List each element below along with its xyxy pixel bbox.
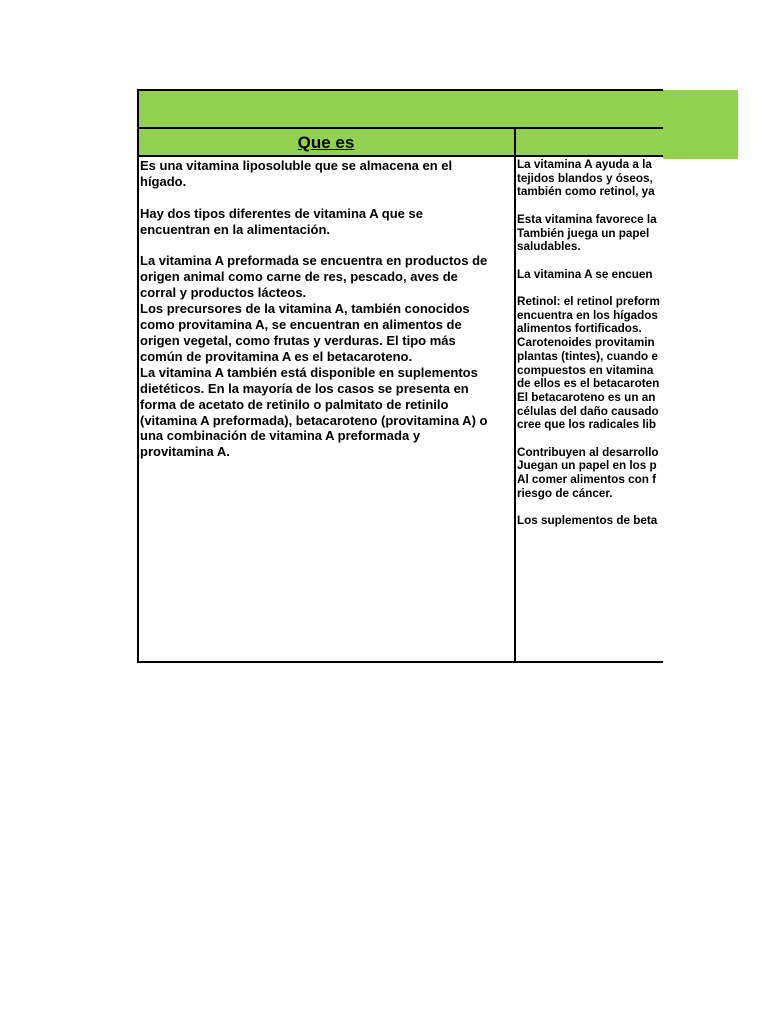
cell-second-column-description[interactable]: La vitamina A ayuda a la tejidos blandos y óseos, también como retinol, ya Esta vitamina favorece la También juega un papel saludables. La vitamina A se encuen Retinol: el retinol preform encuentra en los hígados alimentos fortificados. Carotenoides provitamin plantas (tintes), cuando e compuestos en vitamina de ellos es el betacaroten El betacaroteno es un an células del daño causado cree que los radicales lib Contribuyen al desarrollo Juegan un papel en los p Al comer alimentos con f riesgo de cáncer. Los suplementos de beta <box>517 158 660 528</box>
column-divider <box>514 129 516 663</box>
cell-que-es-description[interactable]: Es una vitamina liposoluble que se almacena en el hígado. Hay dos tipos diferentes de vitamina A que se encuentran en la alimentación. La vitamina A preformada se encuentra en productos de origen animal como carne de res, pescado, aves de corral y productos lácteos. Los precursores de la vitamina A, también conocidos como provitamina A, se encuentran en alimentos de origen vegetal, como frutas y verduras. El tipo más común de provitamina A es el betacaroteno. La vitamina A también está disponible en suplementos dietéticos. En la mayoría de los casos se presenta en forma de acetato de retinilo o palmitato de retinilo (vitamina A preformada), betacaroteno (provitamina A) o una combinación de vitamina A preformada y provitamina A. <box>140 158 488 460</box>
column-header-que-es[interactable] <box>137 129 515 155</box>
column-header-second[interactable] <box>515 129 663 155</box>
title-row <box>137 89 663 129</box>
title-band-extension <box>663 90 738 159</box>
spreadsheet-table <box>137 89 663 663</box>
table-left-border <box>137 89 139 663</box>
column-header-que-es-label: Que es <box>297 133 355 152</box>
header-row <box>137 129 663 157</box>
table-bottom-border <box>137 661 663 663</box>
